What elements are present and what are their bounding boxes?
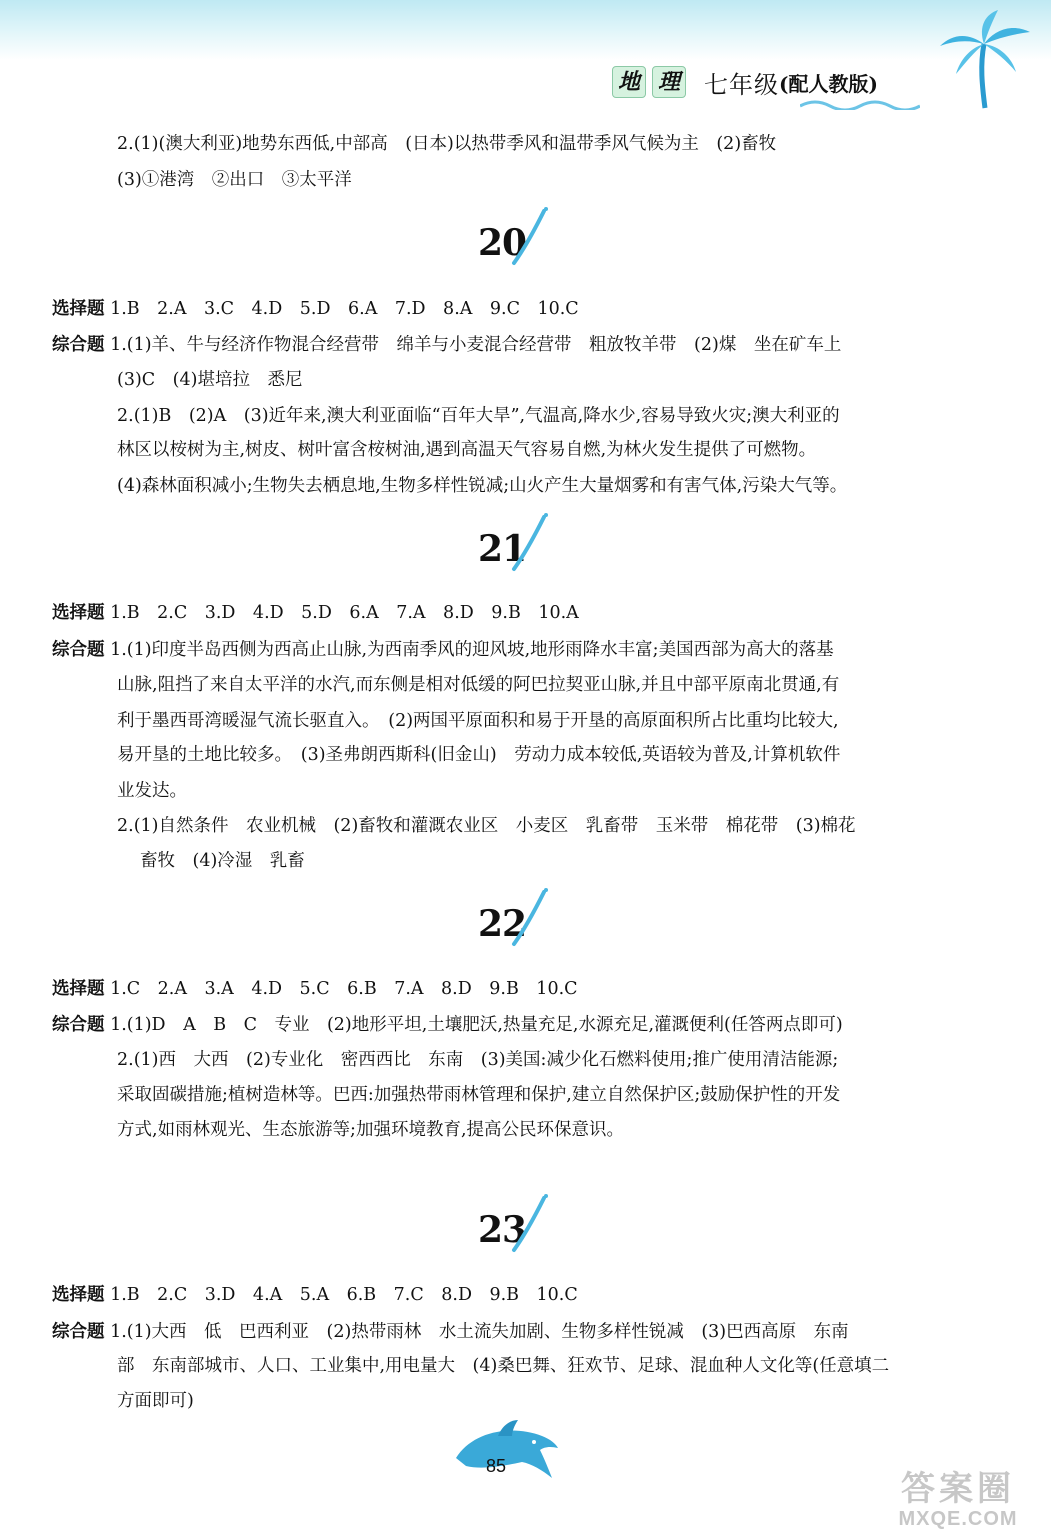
answer-line: 选择题 1.B 2.A 3.C 4.D 5.D 6.A 7.D 8.A 9.C 10.C bbox=[52, 299, 579, 319]
watermark bbox=[870, 1470, 1046, 1532]
answer-line: 采取固碳措施;植树造林等。巴西:加强热带雨林管理和保护,建立自然保护区;鼓励保护性的开发 bbox=[117, 1085, 841, 1105]
grade-label: 七年级 bbox=[704, 70, 779, 99]
section-number-21: 21 bbox=[478, 528, 527, 570]
swoosh-icon bbox=[510, 1192, 550, 1254]
swoosh-icon bbox=[510, 886, 550, 948]
answer-line: (3)①港湾 ②出口 ③太平洋 bbox=[117, 170, 352, 190]
answer-line: 易开垦的土地比较多。 (3)圣弗朗西斯科(旧金山) 劳动力成本较低,英语较为普及,计算机软件 bbox=[117, 745, 841, 765]
answer-line: 综合题 1.(1)羊、牛与经济作物混合经营带 绵羊与小麦混合经营带 粗放牧羊带 (2)煤 坐在矿车上 bbox=[52, 335, 842, 355]
wave-decor-icon bbox=[800, 96, 920, 110]
answer-line: 畜牧 (4)冷湿 乳畜 bbox=[140, 851, 305, 871]
answer-line: 2.(1)自然条件 农业机械 (2)畜牧和灌溉农业区 小麦区 乳畜带 玉米带 棉花带 (3)棉花 bbox=[117, 816, 856, 836]
answer-line: 方面即可) bbox=[117, 1391, 194, 1411]
subject-char-2: 理 bbox=[652, 66, 686, 98]
answer-line: (3)C (4)堪培拉 悉尼 bbox=[117, 370, 303, 390]
subject-char-1: 地 bbox=[612, 66, 646, 98]
section-number-23: 23 bbox=[478, 1209, 527, 1251]
page-number: 85 bbox=[486, 1456, 507, 1476]
answer-line: 2.(1)B (2)A (3)近年来,澳大利亚面临“百年大旱”,气温高,降水少,容易导致火灾;澳大利亚的 bbox=[117, 406, 840, 426]
answer-line: 业发达。 bbox=[117, 781, 187, 801]
top-decor-band bbox=[0, 0, 1051, 60]
swoosh-icon bbox=[510, 511, 550, 573]
answer-line: 2.(1)(澳大利亚)地势东西低,中部高 (日本)以热带季风和温带季风气候为主 (2)畜牧 bbox=[117, 134, 777, 154]
watermark-url: MXQE.COM bbox=[898, 1508, 1018, 1530]
palm-tree-icon bbox=[930, 10, 1040, 110]
answer-line: 选择题 1.C 2.A 3.A 4.D 5.C 6.B 7.A 8.D 9.B 10.C bbox=[52, 979, 578, 999]
answer-line: 综合题 1.(1)D A B C 专业 (2)地形平坦,土壤肥沃,热量充足,水源充足,灌溉便利(任答两点即可) bbox=[52, 1015, 843, 1035]
answer-line: 选择题 1.B 2.C 3.D 4.D 5.D 6.A 7.A 8.D 9.B 10.A bbox=[52, 603, 579, 623]
answer-line: 选择题 1.B 2.C 3.D 4.A 5.A 6.B 7.C 8.D 9.B 10.C bbox=[52, 1285, 578, 1305]
watermark-logo-text: 答案圈 bbox=[901, 1470, 1015, 1508]
answer-line: 综合题 1.(1)印度半岛西侧为西高止山脉,为西南季风的迎风坡,地形雨降水丰富;美国西部为高大的落基 bbox=[52, 640, 834, 660]
answer-line: 林区以桉树为主,树皮、树叶富含桉树油,遇到高温天气容易自燃,为林火发生提供了可燃物。 bbox=[117, 440, 817, 460]
swoosh-icon bbox=[510, 205, 550, 267]
section-number-22: 22 bbox=[478, 903, 527, 945]
answer-line: (4)森林面积减小;生物失去栖息地,生物多样性锐减;山火产生大量烟雾和有害气体,污染大气等。 bbox=[117, 476, 848, 496]
answer-line: 部 东南部城市、人口、工业集中,用电量大 (4)桑巴舞、狂欢节、足球、混血种人文化等(任意填二 bbox=[117, 1356, 890, 1376]
answer-line: 山脉,阻挡了来自太平洋的水汽,而东侧是相对低缓的阿巴拉契亚山脉,并且中部平原南北贯通,有 bbox=[117, 675, 840, 695]
answer-line: 2.(1)西 大西 (2)专业化 密西西比 东南 (3)美国:减少化石燃料使用;推广使用清洁能源; bbox=[117, 1050, 839, 1070]
answer-line: 综合题 1.(1)大西 低 巴西利亚 (2)热带雨林 水土流失加剧、生物多样性锐减 (3)巴西高原 东南 bbox=[52, 1322, 849, 1342]
edition-label: (配人教版) bbox=[779, 71, 878, 96]
dolphin-icon bbox=[452, 1418, 562, 1484]
answer-line: 方式,如雨林观光、生态旅游等;加强环境教育,提高公民环保意识。 bbox=[117, 1120, 625, 1140]
answer-line: 利于墨西哥湾暖湿气流长驱直入。 (2)两国平原面积和易于开垦的高原面积所占比重均比较大, bbox=[117, 711, 839, 731]
section-number-20: 20 bbox=[478, 222, 527, 264]
